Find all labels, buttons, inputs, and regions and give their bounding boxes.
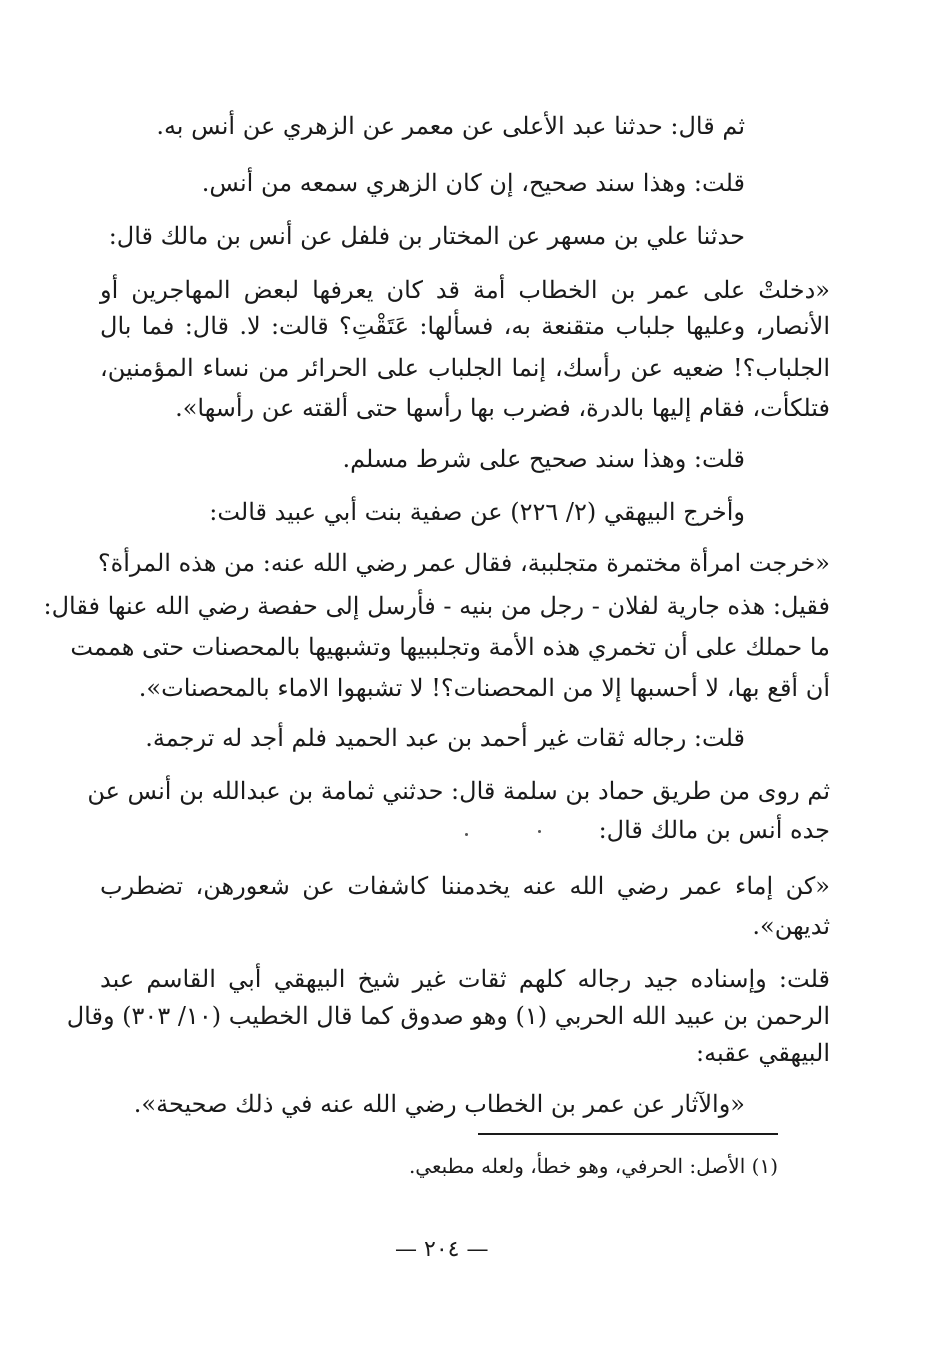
text-line: حدثنا علي بن مسهر عن المختار بن فلفل عن أنس بن مالك قال: (108, 222, 745, 250)
text-line: فقيل: هذه جارية لفلان - رجل من بنيه - فأرسل إلى حفصة رضي الله عنها فقال: (43, 592, 830, 620)
footnote: (١) الأصل: الحرفي، وهو خطأ، ولعله مطبعي. (408, 1154, 778, 1178)
text-line: قلت: رجاله ثقات غير أحمد بن عبد الحميد فلم أجد له ترجمة. (145, 724, 745, 752)
text-line: فتلكأت، فقام إليها بالدرة، فضرب بها رأسها حتى ألقته عن رأسها». (175, 394, 830, 422)
text-line: ثم روى من طريق حماد بن سلمة قال: حدثني ثمامة بن عبدالله بن أنس عن (87, 777, 830, 805)
text-line: ما حملك على أن تخمري هذه الأمة وتجلببيها وتشبهيها بالمحصنات حتى هممت (70, 633, 830, 661)
text-line: «كن إماء عمر رضي الله عنه يخدمننا كاشفات عن شعورهن، تضطرب (100, 872, 830, 900)
text-line: الجلباب؟! ضعيه عن رأسك، إنما الجلباب على الحرائر من نساء المؤمنين، (100, 354, 830, 382)
text-line: ثديهن». (752, 912, 830, 940)
text-line: جده أنس بن مالك قال: (598, 816, 830, 844)
text-line: قلت: وهذا سند صحيح على شرط مسلم. (342, 445, 745, 473)
text-line: وأخرج البيهقي (٢/ ٢٢٦) عن صفية بنت أبي عبيد قالت: (209, 498, 745, 526)
text-line: ثم قال: حدثنا عبد الأعلى عن معمر عن الزهري عن أنس به. (156, 112, 745, 140)
speck (538, 830, 541, 833)
footnote-separator (478, 1133, 778, 1135)
page-number: — ٢٠٤ — (395, 1237, 489, 1262)
text-line: «خرجت امرأة مختمرة متجلببة، فقال عمر رضي الله عنه: من هذه المرأة؟ (97, 549, 830, 577)
text-line: الأنصار، وعليها جلباب متقنعة به، فسألها: عَتَقْتِ؟ قالت: لا. قال: فما بال (100, 312, 830, 340)
text-line: الرحمن بن عبيد الله الحربي (١) وهو صدوق كما قال الخطيب (١٠/ ٣٠٣) وقال (66, 1002, 830, 1030)
text-line: قلت: وإسناده جيد رجاله كلهم ثقات غير شيخ البيهقي أبي القاسم عبد (100, 965, 830, 993)
text-line: أن أقع بها، لا أحسبها إلا من المحصنات؟! لا تشبهوا الاماء بالمحصنات». (138, 674, 830, 702)
text-line: «والآثار عن عمر بن الخطاب رضي الله عنه في ذلك صحيحة». (133, 1090, 745, 1118)
text-line: البيهقي عقبه: (696, 1039, 830, 1067)
text-line: «دخلتْ على عمر بن الخطاب أمة قد كان يعرفها لبعض المهاجرين أو (100, 276, 830, 304)
text-line: قلت: وهذا سند صحيح، إن كان الزهري سمعه من أنس. (201, 169, 745, 197)
speck (465, 833, 468, 836)
